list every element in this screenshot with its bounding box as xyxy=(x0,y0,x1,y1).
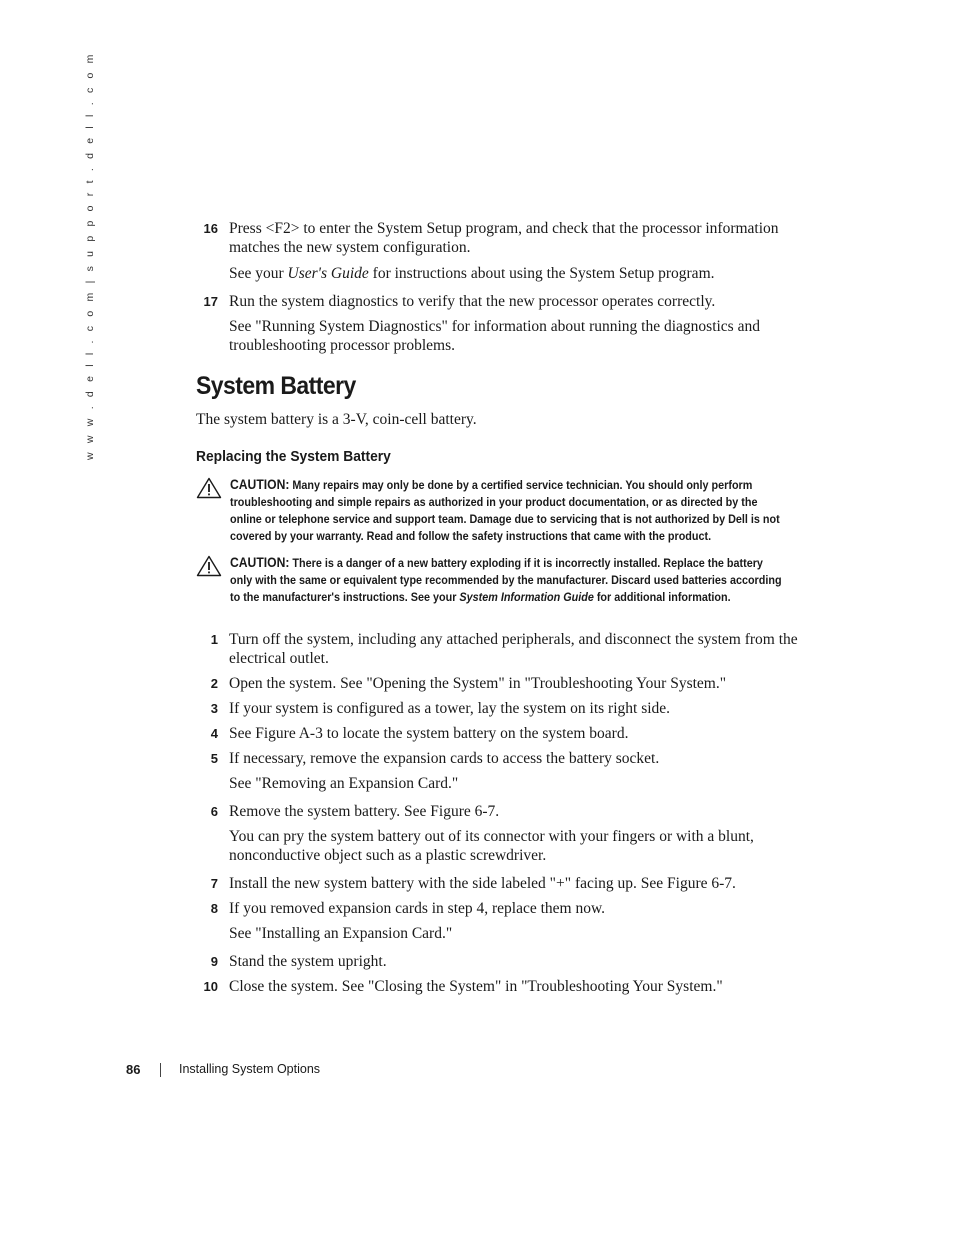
step-text: If your system is configured as a tower, lay the system on its right side. xyxy=(229,700,671,717)
step-text: Stand the system upright. xyxy=(229,953,387,970)
step-number: 1 xyxy=(210,632,218,647)
caution-text xyxy=(230,554,784,606)
step-text: Close the system. See "Closing the System" in "Troubleshooting Your System." xyxy=(229,978,723,995)
caution-body: for additional information. xyxy=(593,590,731,604)
step-text: Press <F2> to enter the System Setup program, and check that the processor information matches the new system configuration. xyxy=(229,220,779,256)
caution-icon xyxy=(196,555,222,577)
step-number: 7 xyxy=(210,876,218,891)
footer-section-title: Installing System Options xyxy=(179,1062,321,1076)
footer-divider xyxy=(160,1063,161,1077)
caution-icon xyxy=(196,477,222,499)
caution-text xyxy=(230,476,784,545)
step-text: Run the system diagnostics to verify that the new processor operates correctly. xyxy=(229,293,716,310)
subsection-title: Replacing the System Battery xyxy=(196,448,391,465)
step-number: 10 xyxy=(203,979,218,994)
step-text: If you removed expansion cards in step 4, replace them now. xyxy=(229,900,606,917)
step-number: 9 xyxy=(210,954,218,969)
caution-label: CAUTION: xyxy=(230,555,290,570)
step-number: 6 xyxy=(210,804,218,819)
step-text: See Figure A-3 to locate the system battery on the system board. xyxy=(229,725,629,742)
step-text: Open the system. See "Opening the System" in "Troubleshooting Your System." xyxy=(229,675,727,692)
caution-label: CAUTION: xyxy=(230,477,290,492)
section-intro: The system battery is a 3-V, coin-cell battery. xyxy=(196,411,477,428)
system-information-guide-title: System Information Guide xyxy=(459,590,594,604)
side-url: w w w . d e l l . c o m | s u p p o r t . d e l l . c o m xyxy=(84,51,96,460)
page-number: 86 xyxy=(126,1062,141,1077)
users-guide-title: User's Guide xyxy=(287,265,369,282)
step-text: Turn off the system, including any attached peripherals, and disconnect the system from the electrical outlet. xyxy=(229,631,798,667)
step-16-note xyxy=(229,264,819,283)
step-number: 17 xyxy=(203,294,218,309)
step-number: 2 xyxy=(210,676,218,691)
step-number: 8 xyxy=(210,901,218,916)
step-17-note: See "Running System Diagnostics" for information about running the diagnostics and troubleshooting processor problems. xyxy=(229,318,760,354)
step-number: 16 xyxy=(203,221,218,236)
step-text: Remove the system battery. See Figure 6-7. xyxy=(229,803,500,820)
step-number: 3 xyxy=(210,701,218,716)
caution-body: Many repairs may only be done by a certified service technician. You should only perform troubleshooting and simple repairs as authorized in your product documentation, or as directed by the online or telephone service and support team. Damage due to servicing that is not authorized by Dell is not covered by your warranty. Read and follow the safety instructions that came with the product. xyxy=(230,478,780,543)
step-text: Install the new system battery with the side labeled "+" facing up. See Figure 6-7. xyxy=(229,875,736,892)
step-text: If necessary, remove the expansion cards to access the battery socket. xyxy=(229,750,660,767)
note-text: for instructions about using the System Setup program. xyxy=(368,265,715,282)
caution-body: There is a danger of a new battery exploding if it is incorrectly installed. Replace the battery only with the same or equivalent type recommended by the manufacturer. Discard used batteries according to the manufacturer's instructions. See your xyxy=(230,556,782,604)
section-title: System Battery xyxy=(196,372,356,400)
note-text: See your xyxy=(229,265,288,282)
step-number: 5 xyxy=(210,751,218,766)
step-5-note: See "Removing an Expansion Card." xyxy=(229,775,459,792)
step-number: 4 xyxy=(210,726,218,741)
step-6-note: You can pry the system battery out of its connector with your fingers or with a blunt, nonconductive object such as a plastic screwdriver. xyxy=(229,828,754,864)
step-8-note: See "Installing an Expansion Card." xyxy=(229,925,453,942)
